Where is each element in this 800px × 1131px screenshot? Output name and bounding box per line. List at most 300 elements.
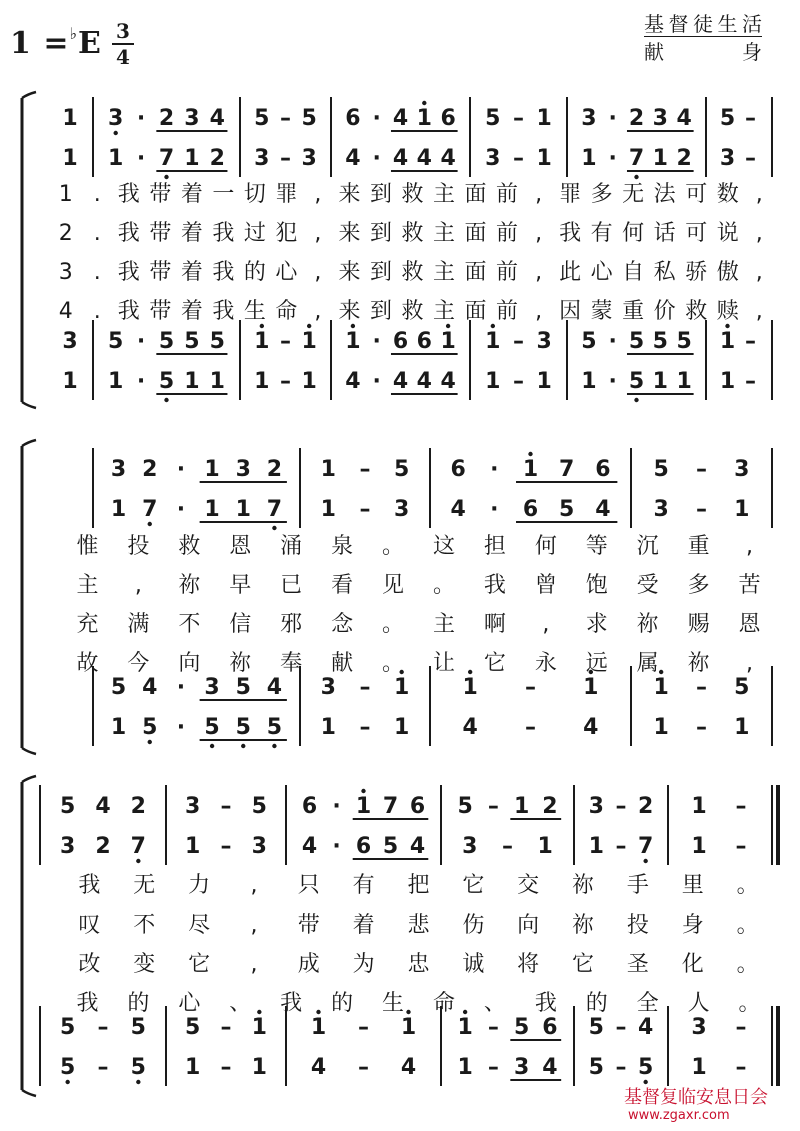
lyric-char: 忠 bbox=[407, 952, 430, 977]
note-digit: 2 bbox=[142, 457, 158, 482]
lyric-char: 啊 bbox=[483, 612, 506, 637]
lyric-char: 念 bbox=[331, 612, 354, 637]
lyric-char: 来 bbox=[338, 299, 361, 324]
note-digit: 7 bbox=[559, 457, 575, 482]
note-symbol: – bbox=[696, 457, 707, 482]
note-digit: 5 bbox=[130, 1015, 146, 1040]
note-digit: 2 bbox=[158, 106, 175, 131]
lyric-char: 涌 bbox=[280, 534, 303, 559]
lyric-char: 前 bbox=[496, 182, 519, 207]
lyric-char: 、 bbox=[483, 991, 506, 1016]
octave-down-dot bbox=[272, 744, 276, 748]
note-digit: 4 bbox=[416, 146, 432, 171]
lyric-char: 为 bbox=[352, 952, 375, 977]
note-digit: 5 bbox=[184, 329, 200, 354]
note-digit: 5 bbox=[719, 106, 736, 131]
note-digit: 2 bbox=[676, 146, 692, 171]
note-digit: 5 bbox=[394, 457, 410, 482]
flat-sign: ♭ bbox=[69, 24, 79, 43]
note-digit: 4 bbox=[595, 497, 611, 522]
lyric-char: 主 bbox=[433, 260, 456, 285]
note-digit: 5 bbox=[588, 1015, 604, 1040]
note-digit: 1 bbox=[537, 834, 553, 859]
note-digit: 1 bbox=[652, 146, 668, 171]
lyric-char: 。 bbox=[382, 612, 405, 637]
note-symbol: – bbox=[280, 106, 291, 131]
octave-down-dot bbox=[148, 522, 152, 526]
lyric-char: 向 bbox=[178, 651, 201, 676]
lyric-char: 故 bbox=[76, 651, 99, 676]
octave-down-dot bbox=[148, 740, 152, 744]
note-symbol: – bbox=[280, 369, 291, 394]
octave-down-dot bbox=[65, 1080, 69, 1084]
key-prefix: 1 = bbox=[10, 26, 70, 61]
note-symbol: – bbox=[745, 369, 756, 394]
note-digit: 2 bbox=[95, 834, 111, 859]
note-symbol: – bbox=[513, 146, 524, 171]
lyric-char: 惟 bbox=[76, 534, 99, 559]
octave-up-dot bbox=[307, 324, 311, 328]
lyric-char: 着 bbox=[180, 260, 203, 285]
octave-up-dot bbox=[463, 1010, 467, 1014]
note-digit: 1 bbox=[653, 715, 669, 740]
note-digit: 1 bbox=[536, 106, 552, 131]
lyric-char: 圣 bbox=[626, 952, 649, 977]
lyric-char: 祢 bbox=[687, 651, 710, 676]
octave-up-dot bbox=[659, 670, 663, 674]
lyric-char: . bbox=[93, 221, 101, 246]
lyric-char: 永 bbox=[534, 651, 557, 676]
note-symbol: · bbox=[176, 497, 186, 522]
lyric-char: 救 bbox=[685, 299, 708, 324]
lyric-char: 远 bbox=[585, 651, 608, 676]
note-digit: 1 bbox=[110, 715, 127, 740]
note-symbol: – bbox=[487, 794, 499, 819]
lyric-char: 将 bbox=[517, 952, 540, 977]
note-symbol: · bbox=[372, 106, 381, 131]
pickup-note: 1 bbox=[62, 146, 78, 171]
note-digit: 1 bbox=[581, 369, 597, 394]
lyric-char: 私 bbox=[653, 260, 676, 285]
lyric-char: 奉 bbox=[280, 651, 303, 676]
lyric-char: 主 bbox=[433, 299, 456, 324]
note-digit: 7 bbox=[382, 794, 399, 819]
lyric-char: 向 bbox=[517, 913, 540, 938]
note-digit: 1 bbox=[485, 329, 501, 354]
note-digit: 4 bbox=[638, 1015, 654, 1040]
lyric-char: , bbox=[755, 182, 763, 207]
time-denominator: 4 bbox=[116, 45, 130, 69]
note-digit: 5 bbox=[457, 794, 473, 819]
note-digit: 1 bbox=[320, 715, 336, 740]
lyric-char: 、 bbox=[229, 991, 252, 1016]
lyric-char: 诚 bbox=[462, 952, 485, 977]
lyric-char: , bbox=[314, 299, 322, 324]
lyric-char: 重 bbox=[622, 299, 645, 324]
note-digit: 6 bbox=[416, 329, 432, 354]
note-digit: 5 bbox=[513, 1015, 530, 1040]
lyric-char: 可 bbox=[685, 221, 708, 246]
note-digit: 1 bbox=[184, 369, 200, 394]
lyric-char: 话 bbox=[653, 221, 676, 246]
lyric-char: 前 bbox=[496, 299, 519, 324]
note-symbol: – bbox=[696, 715, 707, 740]
lyric-char: 犯 bbox=[275, 221, 298, 246]
note-symbol: – bbox=[97, 1015, 109, 1040]
note-digit: 1 bbox=[583, 675, 599, 700]
note-symbol: – bbox=[525, 715, 536, 740]
note-digit: 1 bbox=[462, 675, 478, 700]
note-digit: 1 bbox=[251, 1015, 267, 1040]
note-digit: 5 bbox=[652, 329, 668, 354]
note-digit: 5 bbox=[185, 1015, 201, 1040]
note-digit: 5 bbox=[158, 369, 175, 394]
note-digit: 5 bbox=[60, 794, 76, 819]
lyric-char: 。 bbox=[738, 991, 761, 1016]
lyric-char: 手 bbox=[626, 873, 649, 898]
lyric-char: 带 bbox=[297, 913, 320, 938]
note-symbol: – bbox=[525, 675, 536, 700]
note-digit: 1 bbox=[734, 715, 750, 740]
lyric-char: 1 bbox=[58, 182, 73, 207]
lyric-char: 带 bbox=[149, 299, 172, 324]
note-digit: 4 bbox=[542, 1055, 558, 1080]
note-digit: 1 bbox=[184, 146, 200, 171]
lyric-char: 我 bbox=[212, 299, 235, 324]
note-symbol: · bbox=[372, 329, 381, 354]
note-digit: 1 bbox=[522, 457, 539, 482]
pickup-note: 1 bbox=[62, 369, 78, 394]
lyric-char: , bbox=[535, 260, 543, 285]
note-symbol: – bbox=[735, 1015, 747, 1040]
octave-down-dot bbox=[241, 744, 245, 748]
note-digit: 1 bbox=[185, 1055, 201, 1080]
lyric-char: 无 bbox=[133, 873, 156, 898]
note-symbol: · bbox=[136, 329, 146, 354]
note-symbol: – bbox=[745, 329, 756, 354]
note-symbol: · bbox=[136, 106, 146, 131]
octave-down-dot bbox=[634, 398, 638, 402]
lyric-char: 饱 bbox=[585, 573, 608, 598]
note-digit: 1 bbox=[108, 146, 124, 171]
note-digit: 5 bbox=[251, 794, 267, 819]
lyric-char: 我 bbox=[212, 221, 235, 246]
lyric-char: , bbox=[535, 299, 543, 324]
note-digit: 4 bbox=[440, 146, 456, 171]
lyric-char: 尽 bbox=[188, 913, 211, 938]
lyric-char: 有 bbox=[590, 221, 613, 246]
bracket-hook bbox=[22, 92, 36, 408]
lyric-char: 有 bbox=[352, 873, 375, 898]
lyric-char: 罪 bbox=[275, 182, 298, 207]
note-digit: 5 bbox=[130, 1055, 146, 1080]
note-digit: 5 bbox=[653, 457, 669, 482]
octave-down-dot bbox=[634, 175, 638, 179]
note-digit: 2 bbox=[638, 794, 654, 819]
note-digit: 1 bbox=[301, 329, 317, 354]
note-digit: 5 bbox=[301, 106, 317, 131]
lyric-char: 到 bbox=[369, 260, 392, 285]
lyric-char: 祢 bbox=[572, 873, 595, 898]
note-digit: 5 bbox=[209, 329, 225, 354]
note-symbol: · bbox=[608, 146, 617, 171]
lyric-char: 力 bbox=[188, 873, 211, 898]
lyric-char: 自 bbox=[622, 260, 645, 285]
note-digit: 1 bbox=[676, 369, 692, 394]
lyric-char: 交 bbox=[517, 873, 540, 898]
note-symbol: – bbox=[615, 834, 627, 859]
lyric-char: 赎 bbox=[716, 299, 739, 324]
note-digit: 6 bbox=[450, 457, 466, 482]
lyric-char: 命 bbox=[275, 299, 298, 324]
note-symbol: – bbox=[745, 106, 756, 131]
pickup-note: 1 bbox=[62, 106, 78, 131]
note-digit: 1 bbox=[440, 329, 456, 354]
octave-down-dot bbox=[164, 398, 168, 402]
note-symbol: – bbox=[745, 146, 756, 171]
octave-up-dot bbox=[351, 324, 355, 328]
lyric-char: 祢 bbox=[636, 612, 659, 637]
lyric-char: 不 bbox=[133, 913, 156, 938]
lyric-char: , bbox=[755, 299, 763, 324]
note-symbol: – bbox=[513, 369, 524, 394]
lyric-char: 恩 bbox=[229, 534, 252, 559]
octave-up-dot bbox=[406, 1010, 410, 1014]
lyric-char: 到 bbox=[369, 299, 392, 324]
note-digit: 7 bbox=[142, 497, 158, 522]
note-symbol: · bbox=[608, 369, 617, 394]
note-digit: 5 bbox=[108, 329, 124, 354]
lyric-char: 早 bbox=[229, 573, 252, 598]
note-digit: 3 bbox=[462, 834, 478, 859]
note-digit: 1 bbox=[204, 497, 220, 522]
key-letter: E bbox=[78, 26, 102, 61]
note-digit: 5 bbox=[110, 675, 127, 700]
note-digit: 1 bbox=[345, 329, 361, 354]
note-digit: 5 bbox=[628, 369, 645, 394]
note-digit: 1 bbox=[301, 369, 317, 394]
octave-up-dot bbox=[422, 101, 426, 105]
note-digit: 3 bbox=[254, 146, 270, 171]
lyric-char: , bbox=[250, 952, 258, 977]
lyric-char: 此 bbox=[559, 260, 582, 285]
note-symbol: · bbox=[372, 146, 381, 171]
note-digit: 6 bbox=[440, 106, 456, 131]
note-symbol: – bbox=[280, 146, 291, 171]
lyric-char: 担 bbox=[483, 534, 506, 559]
note-digit: 1 bbox=[691, 1055, 707, 1080]
lyric-char: 我 bbox=[76, 991, 99, 1016]
note-digit: 7 bbox=[266, 497, 283, 522]
lyric-char: 蒙 bbox=[590, 299, 613, 324]
note-digit: 4 bbox=[95, 794, 111, 819]
note-digit: 2 bbox=[266, 457, 283, 482]
note-digit: 5 bbox=[676, 329, 692, 354]
lyric-char: 身 bbox=[681, 913, 704, 938]
lyric-char: 救 bbox=[401, 182, 424, 207]
lyric-char: 何 bbox=[534, 534, 557, 559]
note-symbol: – bbox=[280, 329, 291, 354]
note-symbol: – bbox=[513, 106, 524, 131]
lyric-char: 带 bbox=[149, 221, 172, 246]
note-symbol: – bbox=[735, 794, 747, 819]
lyric-char: 因 bbox=[559, 299, 582, 324]
note-digit: 7 bbox=[628, 146, 645, 171]
lyric-char: , bbox=[755, 260, 763, 285]
note-digit: 4 bbox=[266, 675, 283, 700]
note-digit: 1 bbox=[734, 497, 750, 522]
lyric-char: 命 bbox=[432, 991, 455, 1016]
lyric-char: 的 bbox=[127, 991, 150, 1016]
lyric-char: 面 bbox=[464, 182, 487, 207]
note-symbol: – bbox=[696, 497, 707, 522]
note-digit: 1 bbox=[588, 834, 604, 859]
lyric-char: 面 bbox=[464, 221, 487, 246]
octave-up-dot bbox=[260, 324, 264, 328]
lyric-char: . bbox=[93, 182, 101, 207]
lyric-char: 。 bbox=[382, 534, 405, 559]
note-digit: 5 bbox=[588, 1055, 604, 1080]
note-digit: 2 bbox=[130, 794, 146, 819]
bracket-hook bbox=[22, 776, 36, 1096]
note-digit: 4 bbox=[345, 146, 361, 171]
note-digit: 7 bbox=[130, 834, 146, 859]
lyric-char: 不 bbox=[178, 612, 201, 637]
lyric-char: 救 bbox=[178, 534, 201, 559]
note-symbol: · bbox=[176, 457, 186, 482]
lyric-char: 伤 bbox=[462, 913, 485, 938]
note-digit: 2 bbox=[628, 106, 645, 131]
note-digit: 1 bbox=[691, 834, 707, 859]
lyric-char: 法 bbox=[653, 182, 676, 207]
note-digit: 1 bbox=[394, 675, 410, 700]
lyric-char: , bbox=[314, 260, 322, 285]
lyric-char: 生 bbox=[243, 299, 266, 324]
note-digit: 1 bbox=[536, 369, 552, 394]
note-digit: 3 bbox=[394, 497, 410, 522]
note-digit: 1 bbox=[485, 369, 501, 394]
note-digit: 3 bbox=[184, 106, 200, 131]
lyric-char: 我 bbox=[117, 260, 140, 285]
lyric-char: 无 bbox=[622, 182, 645, 207]
lyric-char: , bbox=[250, 913, 258, 938]
lyric-char: 前 bbox=[496, 221, 519, 246]
lyric-char: , bbox=[314, 221, 322, 246]
lyric-char: 沉 bbox=[636, 534, 659, 559]
note-digit: 4 bbox=[416, 369, 432, 394]
note-symbol: · bbox=[136, 369, 146, 394]
note-digit: 3 bbox=[185, 794, 201, 819]
note-digit: 7 bbox=[638, 834, 654, 859]
note-digit: 4 bbox=[440, 369, 456, 394]
note-digit: 6 bbox=[409, 794, 426, 819]
lyric-char: 人 bbox=[687, 991, 710, 1016]
lyric-char: 重 bbox=[687, 534, 710, 559]
lyric-char: 投 bbox=[626, 913, 649, 938]
lyric-char: 面 bbox=[464, 260, 487, 285]
note-digit: 4 bbox=[392, 146, 409, 171]
lyric-char: 等 bbox=[585, 534, 608, 559]
note-symbol: – bbox=[487, 1015, 499, 1040]
lyric-char: 主 bbox=[433, 221, 456, 246]
note-digit: 1 bbox=[400, 1015, 417, 1040]
lyric-char: 见 bbox=[382, 573, 405, 598]
lyric-char: 求 bbox=[585, 612, 608, 637]
lyric-char: 到 bbox=[369, 182, 392, 207]
note-digit: 4 bbox=[400, 1055, 417, 1080]
lyric-char: , bbox=[746, 534, 754, 559]
note-symbol: – bbox=[359, 715, 371, 740]
note-symbol: · bbox=[332, 834, 341, 859]
note-digit: 4 bbox=[310, 1055, 327, 1080]
lyric-char: 投 bbox=[127, 534, 150, 559]
lyric-char: 我 bbox=[117, 182, 140, 207]
lyric-char: 着 bbox=[180, 182, 203, 207]
lyric-char: 救 bbox=[401, 221, 424, 246]
note-digit: 1 bbox=[691, 794, 707, 819]
lyric-char: 看 bbox=[331, 573, 354, 598]
lyric-char: 来 bbox=[338, 260, 361, 285]
lyric-char: 信 bbox=[229, 612, 252, 637]
lyric-char: 曾 bbox=[534, 573, 557, 598]
octave-up-dot bbox=[468, 670, 472, 674]
lyric-char: 3 bbox=[58, 260, 73, 285]
lyric-char: 改 bbox=[78, 952, 101, 977]
note-digit: 6 bbox=[392, 329, 409, 354]
note-digit: 5 bbox=[204, 715, 220, 740]
note-digit: 1 bbox=[416, 106, 432, 131]
lyric-char: 悲 bbox=[407, 913, 430, 938]
note-digit: 4 bbox=[301, 834, 318, 859]
note-digit: 5 bbox=[266, 715, 283, 740]
time-numerator: 3 bbox=[116, 19, 130, 43]
note-symbol: – bbox=[358, 1055, 369, 1080]
lyric-char: 骄 bbox=[685, 260, 708, 285]
lyric-char: 切 bbox=[243, 182, 266, 207]
note-digit: 4 bbox=[450, 497, 466, 522]
note-digit: 3 bbox=[301, 146, 317, 171]
note-symbol: · bbox=[136, 146, 146, 171]
note-digit: 1 bbox=[457, 1015, 473, 1040]
note-digit: 3 bbox=[320, 675, 336, 700]
lyric-char: , bbox=[535, 182, 543, 207]
lyric-char: 受 bbox=[636, 573, 659, 598]
lyric-char: . bbox=[93, 299, 101, 324]
note-symbol: – bbox=[359, 675, 371, 700]
note-digit: 1 bbox=[719, 329, 736, 354]
pickup-note: 3 bbox=[62, 329, 78, 354]
note-symbol: · bbox=[176, 715, 186, 740]
lyric-char: 我 bbox=[117, 221, 140, 246]
note-digit: 1 bbox=[310, 1015, 327, 1040]
note-digit: 3 bbox=[235, 457, 251, 482]
note-digit: 1 bbox=[209, 369, 225, 394]
lyric-char: 面 bbox=[464, 299, 487, 324]
lyric-char: 多 bbox=[687, 573, 710, 598]
note-digit: 1 bbox=[108, 369, 124, 394]
note-digit: 3 bbox=[251, 834, 267, 859]
note-digit: 4 bbox=[583, 715, 599, 740]
lyric-char: 献 bbox=[331, 651, 354, 676]
lyric-char: 。 bbox=[432, 573, 455, 598]
note-digit: 1 bbox=[235, 497, 251, 522]
note-digit: 4 bbox=[392, 106, 409, 131]
note-digit: 7 bbox=[158, 146, 175, 171]
lyric-char: 傲 bbox=[716, 260, 739, 285]
note-symbol: – bbox=[615, 1015, 627, 1040]
lyric-char: 让 bbox=[432, 651, 455, 676]
lyric-char: 着 bbox=[352, 913, 375, 938]
